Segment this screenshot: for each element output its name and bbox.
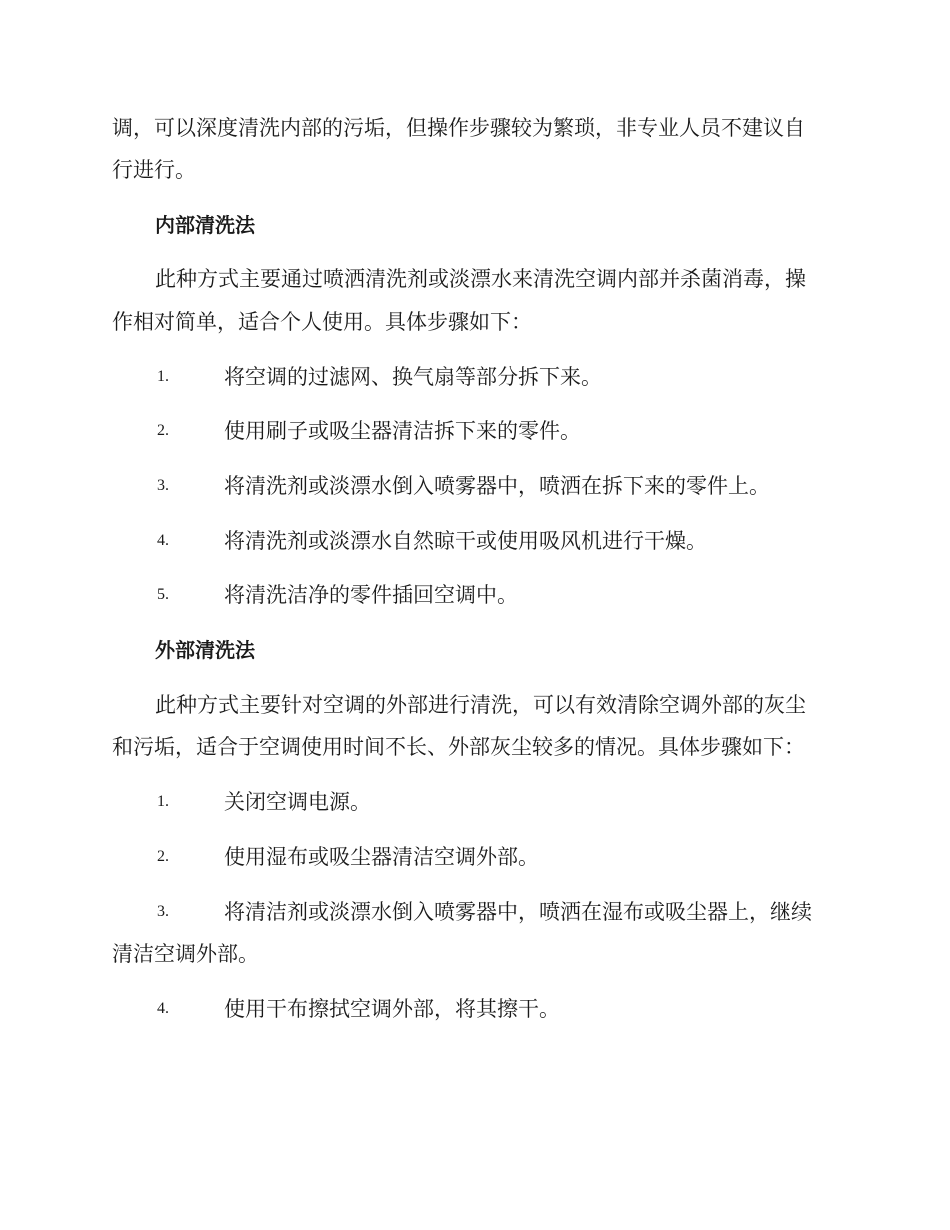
- list-item: [0, 473, 950, 499]
- list-item: [0, 418, 950, 444]
- list-item: [0, 899, 950, 925]
- intro-paragraph-line-2: 行进行。: [112, 158, 196, 182]
- list-item-number: 5.: [157, 586, 169, 603]
- list-item-number: 2.: [157, 422, 169, 439]
- intro-paragraph-line-1: 调，可以深度清洗内部的污垢，但操作步骤较为繁琐，非专业人员不建议自: [112, 116, 805, 140]
- list-item-continuation: 清洁空调外部。: [112, 942, 259, 966]
- section-heading-external: 外部清洗法: [155, 638, 255, 662]
- list-item-text: 将清洗剂或淡漂水自然晾干或使用吸风机进行干燥。: [224, 529, 707, 553]
- list-item-text: 使用刷子或吸尘器清洁拆下来的零件。: [224, 419, 581, 443]
- list-item: [0, 528, 950, 554]
- list-item-text: 将清洗剂或淡漂水倒入喷雾器中，喷洒在拆下来的零件上。: [224, 474, 770, 498]
- section-heading-internal: 内部清洗法: [155, 213, 255, 237]
- list-item-number: 3.: [157, 903, 169, 920]
- external-paragraph-line-1: 此种方式主要针对空调的外部进行清洗，可以有效清除空调外部的灰尘: [155, 693, 806, 717]
- internal-paragraph-line-2: 作相对简单，适合个人使用。具体步骤如下：: [112, 310, 532, 334]
- list-item: [0, 996, 950, 1022]
- list-item-text: 将清洗洁净的零件插回空调中。: [224, 583, 518, 607]
- list-item-number: 4.: [157, 1000, 169, 1017]
- list-item-text: 将清洁剂或淡漂水倒入喷雾器中，喷洒在湿布或吸尘器上，继续: [224, 900, 812, 924]
- list-item-text: 使用湿布或吸尘器清洁空调外部。: [224, 845, 539, 869]
- list-item: [0, 844, 950, 870]
- internal-paragraph-line-1: 此种方式主要通过喷洒清洗剂或淡漂水来清洗空调内部并杀菌消毒，操: [155, 267, 806, 291]
- list-item-text: 关闭空调电源。: [224, 790, 371, 814]
- list-item-number: 3.: [157, 477, 169, 494]
- list-item-number: 1.: [157, 368, 169, 385]
- list-item: [0, 582, 950, 608]
- list-item-text: 使用干布擦拭空调外部，将其擦干。: [224, 997, 560, 1021]
- list-item-number: 4.: [157, 532, 169, 549]
- list-item: [0, 364, 950, 390]
- list-item: [0, 789, 950, 815]
- list-item-text: 将空调的过滤网、换气扇等部分拆下来。: [224, 365, 602, 389]
- list-item-number: 1.: [157, 793, 169, 810]
- list-item-number: 2.: [157, 848, 169, 865]
- external-paragraph-line-2: 和污垢，适合于空调使用时间不长、外部灰尘较多的情况。具体步骤如下：: [112, 735, 805, 759]
